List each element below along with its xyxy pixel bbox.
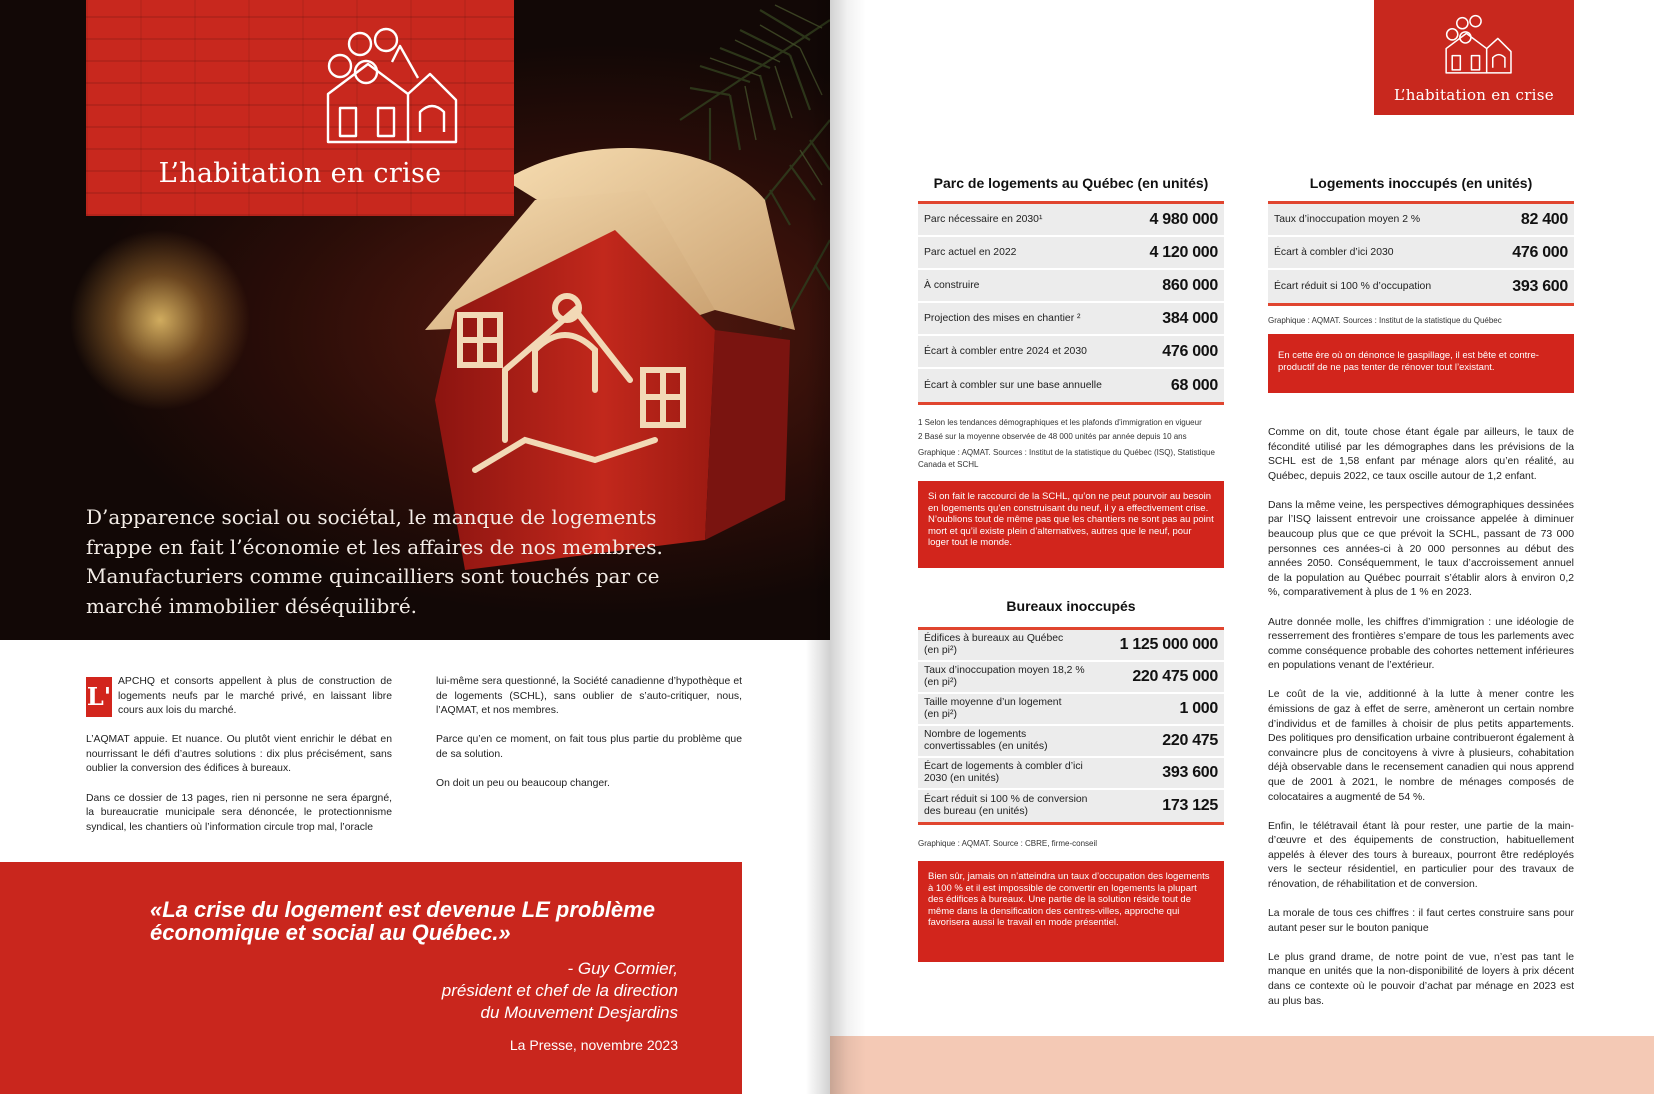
pull-quote-text: «La crise du logement est devenue LE problème économique et social au Québec.» bbox=[150, 897, 655, 945]
table-source: Graphique : AQMAT. Sources : Institut de la statistique du Québec (ISQ), Statistique Canada et SCHL bbox=[918, 448, 1215, 469]
house-coins-icon bbox=[308, 22, 458, 152]
hero-lede: D’apparence social ou sociétal, le manque de logements frappe en fait l’économie et les affaires de nos membres. Manufacturiers comme quincailliers sont touchés par ce marché immobilier déséquilibré. bbox=[86, 505, 663, 618]
intro-column-2 bbox=[436, 675, 742, 806]
intro-paragraph: L' APCHQ et consorts appellent à plus de construction de logements neufs par le marché privé, en laissant libre cours aux lois du marché. bbox=[86, 676, 392, 717]
pull-quote-attribution bbox=[278, 958, 678, 1024]
table-row: Écart réduit si 100 % de conversion des bureau (en unités) 173 125 bbox=[918, 790, 1224, 822]
table-row: Taux d’inoccupation moyen 2 % 82 400 bbox=[1268, 204, 1574, 237]
table-source: Graphique : AQMAT. Source : CBRE, firme-conseil bbox=[918, 839, 1098, 848]
table-row: Écart de logements à combler d’ici 2030 (en unités) 393 600 bbox=[918, 758, 1224, 790]
inoccupes-table bbox=[1268, 201, 1574, 306]
body-paragraph: Le coût de la vie, additionné à la lutte à mener contre les émissions de gaz à effet de serre, amèneront un certain nombre d’individus et de familles à choisir de plus petits appartements. Des politiques pro densification urbaine contribueront également à convaincre plus de concitoyens à vivre à plusieurs, cohabitation déjà observable dans le recensement canadien qui nous apprend que de 2001 à 2021, le nombre de ménages composés de colocataires a augmenté de 54 %. bbox=[1268, 689, 1574, 803]
inoccupes-table-title: Logements inoccupés (en unités) bbox=[1309, 175, 1533, 191]
intro-paragraph: lui-même sera questionné, la Société canadienne d’hypothèque et de logements (SCHL), sans oublier de s’auto-critiquer, nous, l’AQMAT, et nos membres. bbox=[436, 676, 742, 717]
table-row: Parc actuel en 2022 4 120 000 bbox=[918, 237, 1224, 270]
bottom-color-band bbox=[830, 1036, 1654, 1094]
body-column bbox=[1268, 426, 1574, 1024]
table-row: Parc nécessaire en 2030¹ 4 980 000 bbox=[918, 204, 1224, 237]
bureaux-table bbox=[918, 627, 1224, 825]
callout-box: Bien sûr, jamais on n’atteindra un taux d’occupation des logements à 100 % et il est impossible de convertir en logements la plupart des édifices à bureaux. Une partie de la solution réside tout de même dans la densification des centres-villes, approche qui favorisera aussi le travail en mode présentiel. bbox=[918, 861, 1224, 962]
body-paragraph: Dans la même veine, les perspectives démographiques dessinées par l’ISQ laissent entrevoir une croissance appelée à diminuer beaucoup plus que ce que prévoit la SCHL, passant de 73 000 personnes ces années-ci à 20 000 personnes au début des années 2050. Conséquemment, le taux d’accroissement annuel de la population au Québec pourrait s’établir alors à environ 0,2 %, comparativement à plus de 1 % en 2023. bbox=[1268, 499, 1574, 599]
body-paragraph: Le plus grand drame, de notre point de vue, n’est pas tant le manque en unités que la non-disponibilité de loyers à prix décent dans ce contexte où le pouvoir d’achat par ménage en 2023 est au plus bas. bbox=[1268, 951, 1574, 1007]
body-paragraph: Enfin, le télétravail étant là pour rester, une partie de la main-d’œuvre et des équipements de construction, habituellement appelés à élever des tours à bureaux, pourront être redéployés vers le secteur résidentiel, en particulier pour des travaux de rénovation, de réhabilitation et de conversion. bbox=[1268, 820, 1574, 891]
intro-paragraph: Dans ce dossier de 13 pages, rien ni personne ne sera épargné, la bureaucratie municipale sera dénoncée, le protectionnisme syndical, les chantiers où l’information circule trop mal, l’oracle bbox=[86, 792, 392, 833]
intro-paragraph: L’AQMAT appuie. Et nuance. Ou plutôt vient enrichir le débat en nourrissant le défi d’autres solutions : dix plus précisément, sans oublier la conversion des édifices à bureaux. bbox=[86, 734, 392, 775]
brand-title: L’habitation en crise bbox=[1394, 86, 1554, 104]
table-row: Écart à combler entre 2024 et 2030 476 000 bbox=[918, 336, 1224, 369]
quote-role: président et chef de la direction bbox=[441, 981, 678, 1000]
parc-table bbox=[918, 201, 1224, 405]
quote-source: La Presse, novembre 2023 bbox=[509, 1037, 678, 1053]
quote-author: - Guy Cormier, bbox=[567, 959, 678, 978]
callout-box: Si on fait le raccourci de la SCHL, qu’on ne peut pourvoir au besoin en logements qu’en construisant du neuf, il y a effectivement crise. N’oublions tout de même pas que les chantiers ne sont pas au point mort et qu’il existe plein d’alternatives, autres que le neuf, pour loger tout le monde. bbox=[918, 481, 1224, 568]
table-row: Nombre de logements convertissables (en unités) 220 475 bbox=[918, 726, 1224, 758]
right-page bbox=[830, 0, 1654, 1094]
hero-photo bbox=[0, 0, 830, 640]
body-paragraph: La morale de tous ces chiffres : il faut certes construire sans pour autant peser sur le bouton panique bbox=[1268, 908, 1574, 934]
footnote: 2 Basé sur la moyenne observée de 48 000 unités par année depuis 10 ans bbox=[918, 432, 1187, 441]
bureaux-table-title: Bureaux inoccupés bbox=[1006, 598, 1136, 614]
table-row: Édifices à bureaux au Québec (en pi²) 1 125 000 000 bbox=[918, 630, 1224, 662]
intro-column-1 bbox=[86, 675, 392, 850]
body-paragraph: Comme on dit, toute chose étant égale par ailleurs, le taux de fécondité utilisé par les démographes dans les prévisions de la SCHL est de 1,58 enfant par ménage alors qu’en réalité, au Québec, depuis 2022, ce taux oscille autour de 1,2 enfant. bbox=[1268, 427, 1574, 482]
house-coins-icon bbox=[1436, 12, 1512, 78]
intro-paragraph: On doit un peu ou beaucoup changer. bbox=[436, 777, 610, 789]
table-row: Projection des mises en chantier ² 384 000 bbox=[918, 303, 1224, 336]
table-source: Graphique : AQMAT. Sources : Institut de la statistique du Québec bbox=[1268, 316, 1502, 325]
intro-paragraph: Parce qu’en ce moment, on fait tous plus partie du problème que de sa solution. bbox=[436, 734, 742, 760]
table-row: Taux d’inoccupation moyen 18,2 % (en pi²) 220 475 000 bbox=[918, 662, 1224, 694]
drop-cap: L' bbox=[86, 677, 112, 717]
callout-box: En cette ère où on dénonce le gaspillage, il est bête et contre-productif de ne pas tenter de rénover tout l’existant. bbox=[1268, 334, 1574, 393]
quote-role: du Mouvement Desjardins bbox=[480, 1003, 678, 1022]
brand-header-small bbox=[1374, 0, 1574, 115]
table-footnotes bbox=[918, 417, 1228, 471]
table-row: Taille moyenne d’un logement (en pi²) 1 000 bbox=[918, 694, 1224, 726]
table-row: Écart réduit si 100 % d’occupation 393 600 bbox=[1268, 270, 1574, 303]
parc-table-title: Parc de logements au Québec (en unités) bbox=[933, 175, 1209, 191]
table-row: Écart à combler sur une base annuelle 68 000 bbox=[918, 369, 1224, 402]
footnote: 1 Selon les tendances démographiques et les plafonds d’immigration en vigueur bbox=[918, 418, 1202, 427]
table-row: À construire 860 000 bbox=[918, 270, 1224, 303]
body-paragraph: Autre donnée molle, les chiffres d’immigration : une idéologie de resserrement des frontières s’empare de tous les parlements avec comme conséquence probable des cohortes nettement inférieures en populations venant de l’extérieur. bbox=[1268, 616, 1574, 672]
brand-title: L’habitation en crise bbox=[158, 158, 442, 189]
table-row: Écart à combler d’ici 2030 476 000 bbox=[1268, 237, 1574, 270]
brand-header bbox=[86, 0, 514, 216]
